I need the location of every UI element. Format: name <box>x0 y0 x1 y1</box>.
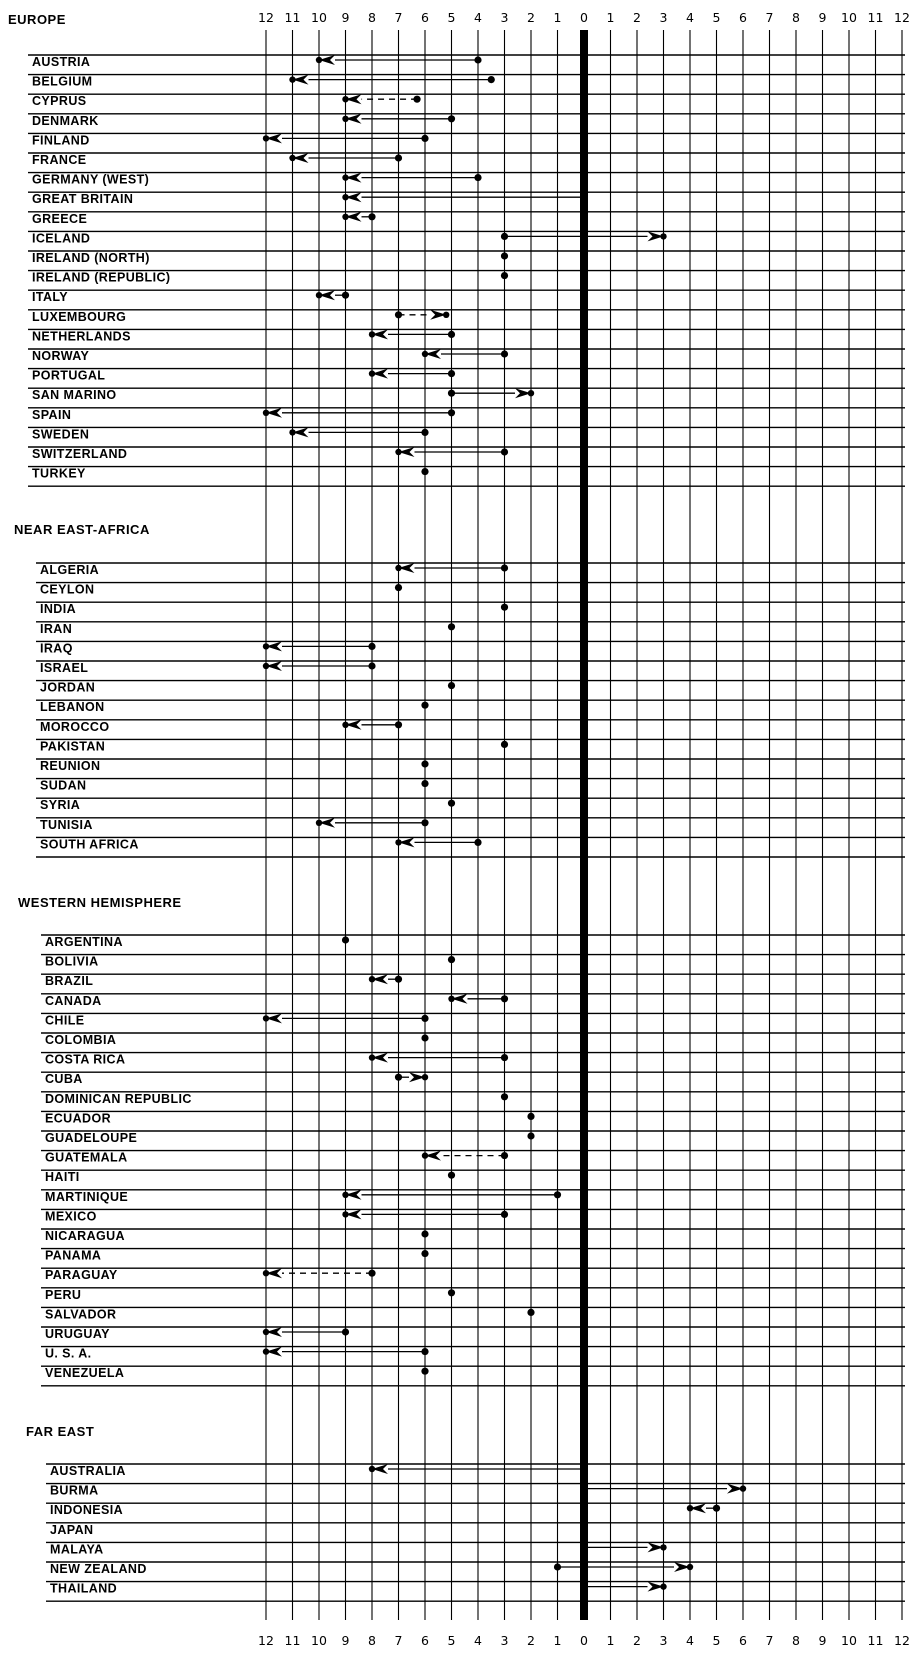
end-dot <box>342 96 348 102</box>
section-title: WESTERN HEMISPHERE <box>18 895 182 910</box>
bottom-tick-2: 2 <box>633 1633 641 1648</box>
country-label: CYPRUS <box>32 94 87 109</box>
end-dot <box>422 351 428 357</box>
country-label: CEYLON <box>40 582 95 597</box>
country-label: COSTA RICA <box>45 1052 126 1067</box>
end-dot <box>342 722 348 728</box>
top-tick-minus-9: 9 <box>341 10 350 25</box>
top-tick-minus-1: 1 <box>553 10 562 25</box>
start-dot <box>421 1250 428 1257</box>
country-label: MOROCCO <box>40 719 110 734</box>
end-dot <box>448 996 454 1002</box>
start-dot <box>501 272 508 279</box>
start-dot <box>527 1113 534 1120</box>
start-dot <box>342 936 349 943</box>
bottom-tick-minus-7: 7 <box>394 1633 403 1648</box>
end-dot <box>342 214 348 220</box>
end-dot <box>443 312 449 318</box>
top-tick-8: 8 <box>792 10 800 25</box>
end-dot <box>342 1211 348 1217</box>
bottom-tick-5: 5 <box>712 1633 721 1648</box>
country-label: THAILAND <box>50 1581 118 1596</box>
country-label: BELGIUM <box>32 74 93 89</box>
country-label: NORWAY <box>32 349 90 363</box>
vertical-grid <box>266 30 902 1620</box>
start-dot <box>527 1309 534 1316</box>
end-dot <box>660 1544 666 1550</box>
top-tick-3: 3 <box>659 10 668 25</box>
country-label: DOMINICAN REPUBLIC <box>45 1091 192 1106</box>
end-dot <box>263 135 269 141</box>
end-dot <box>342 174 348 180</box>
top-tick-minus-4: 4 <box>474 10 482 25</box>
top-tick-minus-12: 12 <box>258 10 274 25</box>
country-label: PORTUGAL <box>32 368 106 383</box>
end-dot <box>687 1505 693 1511</box>
end-dot <box>395 839 401 845</box>
country-label: PANAMA <box>45 1248 102 1263</box>
country-label: ITALY <box>32 290 69 305</box>
start-dot <box>421 1034 428 1041</box>
country-label: GREAT BRITAIN <box>32 192 134 207</box>
top-tick-minus-8: 8 <box>368 10 376 25</box>
start-dot <box>448 623 455 630</box>
country-label: ECUADOR <box>45 1111 111 1126</box>
country-label: GUADELOUPE <box>45 1131 138 1145</box>
country-label: CANADA <box>45 993 102 1008</box>
country-label: VENEZUELA <box>45 1366 125 1381</box>
country-label: SOUTH AFRICA <box>40 837 139 852</box>
end-dot <box>395 449 401 455</box>
country-label: REUNION <box>40 759 101 773</box>
country-label: IRELAND (REPUBLIC) <box>32 270 171 285</box>
country-label: MARTINIQUE <box>45 1189 129 1204</box>
section-title: EUROPE <box>8 12 66 27</box>
top-tick-0: 0 <box>580 10 588 25</box>
bottom-tick-0: 0 <box>580 1633 588 1648</box>
end-dot <box>289 155 295 161</box>
country-label: ARGENTINA <box>45 935 123 949</box>
country-label: DENMARK <box>32 113 99 128</box>
bottom-tick-11: 11 <box>867 1633 884 1648</box>
country-label: SAN MARINO <box>32 388 117 403</box>
bottom-tick-4: 4 <box>686 1633 694 1648</box>
end-dot <box>316 292 322 298</box>
end-dot <box>342 1192 348 1198</box>
end-dot <box>263 1270 269 1276</box>
end-dot <box>369 976 375 982</box>
start-dot <box>448 956 455 963</box>
start-dot <box>448 800 455 807</box>
country-label: LUXEMBOURG <box>32 309 127 324</box>
country-label: SALVADOR <box>45 1307 117 1322</box>
country-label: FRANCE <box>32 153 87 167</box>
country-label: SPAIN <box>32 407 72 422</box>
country-label: INDIA <box>40 602 77 617</box>
top-tick-minus-10: 10 <box>311 10 327 25</box>
top-tick-minus-11: 11 <box>284 10 301 25</box>
start-dot <box>421 1368 428 1375</box>
end-dot <box>395 565 401 571</box>
end-dot <box>422 1152 428 1158</box>
top-tick-9: 9 <box>818 10 827 25</box>
bottom-tick-minus-8: 8 <box>368 1633 376 1648</box>
country-label: MEXICO <box>45 1209 97 1224</box>
start-dot <box>421 702 428 709</box>
start-dot <box>527 1132 534 1139</box>
country-label: GUATEMALA <box>45 1150 128 1165</box>
top-tick-minus-7: 7 <box>394 10 403 25</box>
top-tick-7: 7 <box>765 10 774 25</box>
top-tick-5: 5 <box>712 10 721 25</box>
end-dot <box>528 390 534 396</box>
bottom-tick-10: 10 <box>841 1633 857 1648</box>
bottom-tick-minus-2: 2 <box>527 1633 535 1648</box>
start-dot <box>448 1289 455 1296</box>
country-label: BRAZIL <box>45 974 94 989</box>
start-dot <box>501 1093 508 1100</box>
country-label: ICELAND <box>32 231 91 246</box>
start-dot <box>395 584 402 591</box>
country-label: SYRIA <box>40 798 81 813</box>
bottom-tick-minus-9: 9 <box>341 1633 350 1648</box>
top-tick-4: 4 <box>686 10 694 25</box>
country-label: U. S. A. <box>45 1346 92 1361</box>
end-dot <box>740 1485 746 1491</box>
bottom-tick-3: 3 <box>659 1633 668 1648</box>
country-label: INDONESIA <box>50 1503 124 1518</box>
start-dot <box>580 1524 587 1531</box>
bottom-tick-minus-10: 10 <box>311 1633 327 1648</box>
end-dot <box>289 76 295 82</box>
end-dot <box>263 410 269 416</box>
top-tick-minus-3: 3 <box>500 10 509 25</box>
end-dot <box>369 331 375 337</box>
country-label: PAKISTAN <box>40 739 106 754</box>
country-label: TUNISIA <box>40 817 93 832</box>
top-tick-1: 1 <box>606 10 615 25</box>
start-dot <box>448 1172 455 1179</box>
section-title: NEAR EAST-AFRICA <box>14 522 150 537</box>
bottom-tick-minus-6: 6 <box>421 1633 429 1648</box>
bottom-tick-7: 7 <box>765 1633 774 1648</box>
country-label: JAPAN <box>50 1522 94 1537</box>
top-tick-minus-5: 5 <box>447 10 456 25</box>
bottom-tick-minus-3: 3 <box>500 1633 509 1648</box>
country-label: SWEDEN <box>32 427 90 442</box>
start-dot <box>501 741 508 748</box>
country-label: BURMA <box>50 1483 99 1498</box>
country-label: JORDAN <box>40 680 96 695</box>
country-label: PARAGUAY <box>45 1268 118 1283</box>
end-dot <box>263 663 269 669</box>
top-tick-minus-2: 2 <box>527 10 535 25</box>
country-label: NETHERLANDS <box>32 329 131 344</box>
country-label: AUSTRIA <box>32 55 91 69</box>
bottom-tick-8: 8 <box>792 1633 800 1648</box>
country-label: IRAN <box>40 621 73 636</box>
bottom-tick-1: 1 <box>606 1633 615 1648</box>
end-dot <box>263 1015 269 1021</box>
country-label: IRAQ <box>40 641 73 656</box>
start-dot <box>421 468 428 475</box>
end-dot <box>660 233 666 239</box>
top-tick-12: 12 <box>894 10 910 25</box>
end-dot <box>263 1329 269 1335</box>
row-rules <box>28 55 905 1601</box>
start-dot <box>501 252 508 259</box>
end-dot <box>422 1074 428 1080</box>
bottom-tick-6: 6 <box>739 1633 747 1648</box>
country-label: ALGERIA <box>40 563 100 577</box>
end-dot <box>263 1348 269 1354</box>
country-label: AUSTRALIA <box>50 1464 126 1478</box>
bottom-tick-minus-5: 5 <box>447 1633 456 1648</box>
country-label: NEW ZEALAND <box>50 1562 147 1576</box>
country-label: LEBANON <box>40 700 105 715</box>
top-tick-2: 2 <box>633 10 641 25</box>
country-label: MALAYA <box>50 1542 104 1557</box>
end-dot <box>369 1466 375 1472</box>
end-dot <box>263 643 269 649</box>
country-label: COLOMBIA <box>45 1033 117 1047</box>
bottom-tick-minus-4: 4 <box>474 1633 482 1648</box>
bottom-tick-9: 9 <box>818 1633 827 1648</box>
top-tick-10: 10 <box>841 10 857 25</box>
country-label: GREECE <box>32 211 88 226</box>
end-dot <box>342 116 348 122</box>
country-label: IRELAND (NORTH) <box>32 251 150 265</box>
top-tick-6: 6 <box>739 10 747 25</box>
start-dot <box>448 682 455 689</box>
country-label: TURKEY <box>32 466 86 481</box>
start-dot <box>421 1230 428 1237</box>
end-dot <box>369 370 375 376</box>
country-label: ISRAEL <box>40 661 89 675</box>
bottom-tick-12: 12 <box>894 1633 910 1648</box>
section-title: FAR EAST <box>26 1424 95 1439</box>
end-dot <box>289 429 295 435</box>
end-dot <box>316 820 322 826</box>
bottom-tick-minus-11: 11 <box>284 1633 301 1648</box>
end-dot <box>316 57 322 63</box>
country-label: PERU <box>45 1287 82 1302</box>
start-dot <box>421 760 428 767</box>
country-label: SUDAN <box>40 778 87 793</box>
country-label: HAITI <box>45 1170 80 1185</box>
end-dot <box>660 1583 666 1589</box>
start-dot <box>421 780 428 787</box>
top-tick-minus-6: 6 <box>421 10 429 25</box>
country-label: NICARAGUA <box>45 1229 125 1243</box>
country-label: CHILE <box>45 1013 85 1028</box>
country-label: URUGUAY <box>45 1327 110 1341</box>
country-label: SWITZERLAND <box>32 447 128 461</box>
end-dot <box>369 1054 375 1060</box>
country-label: GERMANY (WEST) <box>32 172 150 187</box>
row-labels <box>8 12 192 1596</box>
start-dot <box>501 604 508 611</box>
bottom-tick-minus-1: 1 <box>553 1633 562 1648</box>
end-dot <box>687 1564 693 1570</box>
country-label: CUBA <box>45 1072 83 1087</box>
country-label: BOLIVIA <box>45 954 99 969</box>
bottom-tick-minus-12: 12 <box>258 1633 274 1648</box>
top-tick-11: 11 <box>867 10 884 25</box>
country-label: FINLAND <box>32 133 90 148</box>
end-dot <box>342 194 348 200</box>
zero-line <box>580 30 588 1620</box>
